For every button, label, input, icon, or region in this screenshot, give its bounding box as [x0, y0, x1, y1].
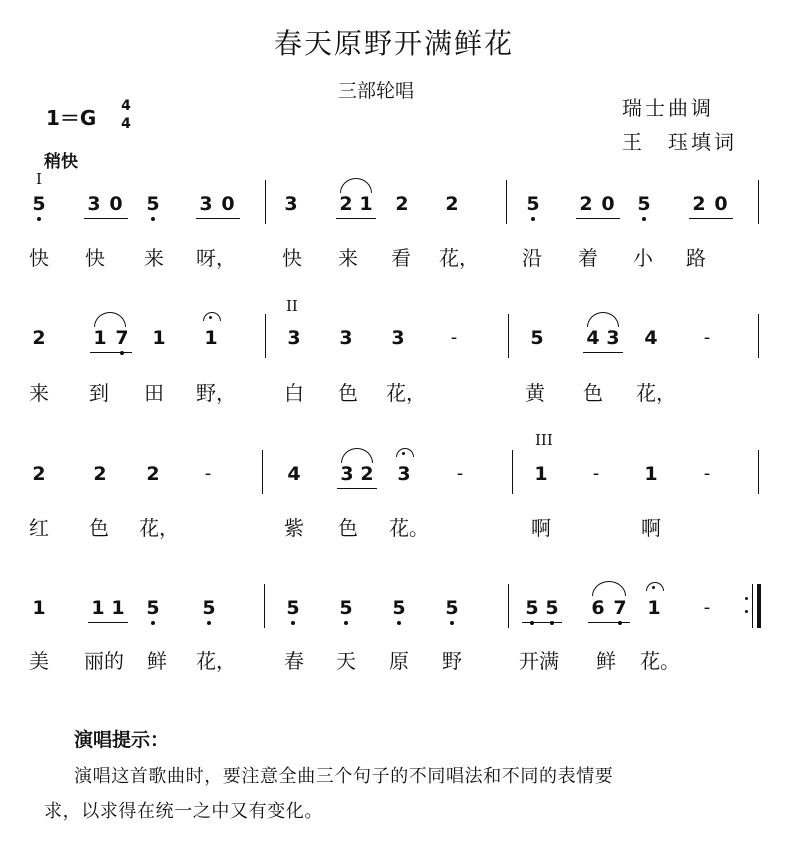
- note: 2: [692, 193, 706, 215]
- note: 5: [523, 193, 543, 215]
- lyric: 啊: [641, 516, 661, 540]
- dash: -: [450, 327, 458, 348]
- lyric: 美: [29, 649, 49, 673]
- barline: [264, 584, 265, 628]
- lyric: 野，: [196, 381, 236, 405]
- note: 1: [32, 597, 46, 619]
- barline: [758, 180, 759, 224]
- dash: -: [204, 463, 212, 484]
- barline: [506, 180, 507, 224]
- section-marker-3: III: [535, 431, 553, 449]
- note: 0: [714, 193, 728, 215]
- note: 2: [360, 463, 374, 485]
- dash: -: [456, 463, 464, 484]
- fermata-icon: [203, 312, 221, 321]
- note: 2: [339, 193, 353, 215]
- note: 1: [534, 463, 548, 485]
- note: 5: [530, 327, 544, 349]
- note: 5: [29, 193, 49, 215]
- note: 5: [283, 597, 303, 619]
- lyric: 鲜: [147, 649, 167, 673]
- lyric: 快: [29, 246, 49, 270]
- key-signature: 1＝G: [46, 106, 97, 130]
- lyric: 黄: [525, 381, 545, 405]
- tips-line-2: 求，以求得在统一之中又有变化。: [44, 801, 323, 822]
- note: 0: [601, 193, 615, 215]
- note: 1: [647, 597, 661, 619]
- barline: [265, 180, 266, 224]
- note: 2: [395, 193, 409, 215]
- note: 3: [606, 327, 620, 349]
- lyricist-credit: 王 珏填词: [622, 130, 737, 154]
- barline: [262, 450, 263, 494]
- lyric: 看: [391, 246, 411, 270]
- meter-bottom: 4: [121, 116, 131, 132]
- fermata-icon: [396, 448, 414, 457]
- barline: [758, 314, 759, 358]
- note: 7: [112, 327, 132, 349]
- note: 4: [586, 327, 600, 349]
- note: 5: [522, 597, 542, 619]
- lyric: 天: [336, 649, 356, 673]
- note: 2: [445, 193, 459, 215]
- note: 2: [32, 327, 46, 349]
- note: 3: [340, 463, 354, 485]
- lyric: 花，: [636, 381, 676, 405]
- barline: [758, 450, 759, 494]
- lyric: 路: [686, 246, 706, 270]
- note: 3: [339, 327, 353, 349]
- lyric: 快: [282, 246, 302, 270]
- note: 6: [591, 597, 605, 619]
- lyric: 鲜: [596, 649, 616, 673]
- lyric: 野: [442, 649, 462, 673]
- dash: -: [703, 327, 711, 348]
- lyric: 来: [144, 246, 164, 270]
- note: 5: [634, 193, 654, 215]
- lyric: 花。: [389, 516, 429, 540]
- lyric: 色: [583, 381, 603, 405]
- barline: [512, 450, 513, 494]
- note: 1: [152, 327, 166, 349]
- time-signature: [118, 99, 134, 132]
- note: 2: [32, 463, 46, 485]
- fermata-icon: [646, 582, 664, 591]
- lyric: 花，: [439, 246, 479, 270]
- lyric: 沿: [522, 246, 542, 270]
- lyric: 红: [29, 516, 49, 540]
- tips-heading: 演唱提示：: [74, 729, 170, 751]
- lyric: 来: [338, 246, 358, 270]
- slur: [341, 448, 373, 463]
- note: 5: [336, 597, 356, 619]
- note: 3: [284, 193, 298, 215]
- note: 5: [442, 597, 462, 619]
- note: 1: [359, 193, 373, 215]
- lyric: 春: [284, 649, 304, 673]
- note: 5: [143, 193, 163, 215]
- lyric: 紫: [284, 516, 304, 540]
- barline: [508, 314, 509, 358]
- dash: -: [592, 463, 600, 484]
- lyric: 色: [338, 516, 358, 540]
- lyric: 到: [89, 381, 109, 405]
- note: 2: [146, 463, 160, 485]
- note: 5: [542, 597, 562, 619]
- lyric: 色: [89, 516, 109, 540]
- note: 4: [287, 463, 301, 485]
- lyric: 原: [389, 649, 409, 673]
- note: 1: [204, 327, 218, 349]
- slur: [592, 581, 626, 596]
- tips-line-1: 演唱这首歌曲时，要注意全曲三个句子的不同唱法和不同的表情要: [74, 766, 614, 787]
- lyric: 色: [338, 381, 358, 405]
- note: 4: [644, 327, 658, 349]
- note: 7: [610, 597, 630, 619]
- lyric: 丽的: [84, 649, 124, 673]
- lyric: 呀，: [196, 246, 236, 270]
- dash: -: [703, 463, 711, 484]
- slur: [587, 312, 619, 327]
- section-marker-2: II: [286, 297, 298, 315]
- barline: [265, 314, 266, 358]
- note: 1: [644, 463, 658, 485]
- lyric: 花。: [640, 649, 680, 673]
- meter-top: 4: [121, 98, 131, 114]
- lyric: 花，: [139, 516, 179, 540]
- tempo-marking: 稍快: [44, 152, 78, 172]
- slur: [340, 178, 372, 193]
- note: 5: [199, 597, 219, 619]
- lyric: 啊: [531, 516, 551, 540]
- note: 2: [579, 193, 593, 215]
- lyric: 花，: [196, 649, 236, 673]
- note: 1: [111, 597, 125, 619]
- note: 5: [389, 597, 409, 619]
- note: 3: [397, 463, 411, 485]
- barline: [508, 584, 509, 628]
- note: 1: [91, 597, 105, 619]
- note: 0: [109, 193, 123, 215]
- subtitle: 三部轮唱: [338, 80, 415, 102]
- note: 3: [287, 327, 301, 349]
- dash: -: [703, 597, 711, 618]
- note: 0: [221, 193, 235, 215]
- note: 1: [93, 327, 107, 349]
- note: 3: [87, 193, 101, 215]
- section-marker-1: I: [36, 170, 42, 188]
- slur: [94, 312, 126, 327]
- lyric: 花，: [386, 381, 426, 405]
- lyric: 来: [29, 381, 49, 405]
- lyric: 开满: [519, 649, 559, 673]
- note: 3: [199, 193, 213, 215]
- composer-credit: 瑞士曲调: [622, 96, 714, 120]
- note: 2: [93, 463, 107, 485]
- song-title: 春天原野开满鲜花: [273, 27, 514, 60]
- note: 5: [143, 597, 163, 619]
- note: 3: [391, 327, 405, 349]
- lyric: 快: [85, 246, 105, 270]
- lyric: 田: [144, 381, 164, 405]
- lyric: 白: [284, 381, 304, 405]
- lyric: 着: [578, 246, 598, 270]
- lyric: 小: [633, 246, 653, 270]
